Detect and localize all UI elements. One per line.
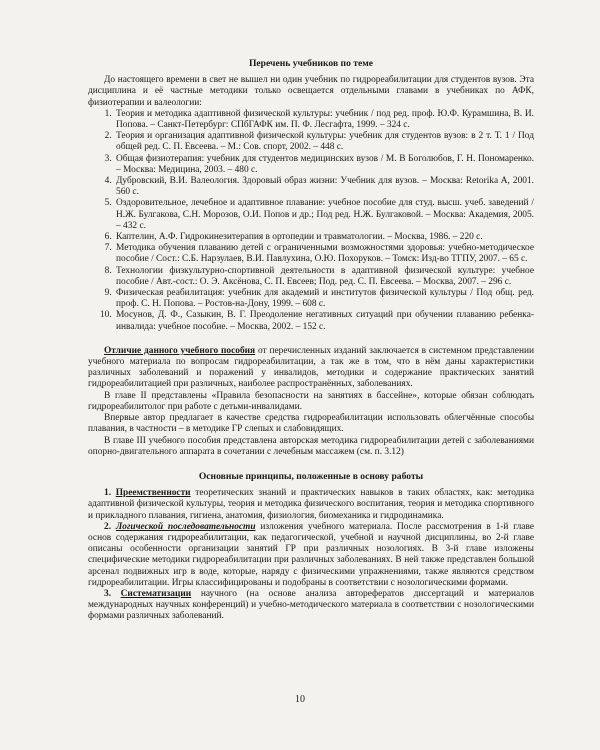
reference-item: 10. Мосунов, Д. Ф., Сазыкин, В. Г. Преодоление негативных ситуаций при обучении плаванию ребенка-инвалида: учебное пособие. – Москва, 2002. – 152 с. — [114, 310, 534, 332]
section-title-textbooks: Перечень учебников по теме — [248, 58, 374, 69]
principle-number: 1. — [104, 488, 116, 499]
reference-item: 8. Технологии физкультурно-спортивной деятельности в адаптивной физической культуре: учебное пособие / Авт.-сост.: О. Э. Аксёнова, С. П. Евсеев; Под. ред. С. П. Евсеева. – Москва, 2007. – 296 с. — [114, 266, 534, 288]
principle-logical-sequence — [88, 522, 534, 589]
reference-item: 3. Общая физиотерапия: учебник для студентов медицинских вузов / М. В Боголюбов, Г. Н. Пономаренко. – Москва: Медицина, 2003. – 480 с. — [114, 154, 534, 176]
chapter-three-paragraph: В главе III учебного пособия представлена авторская методика гидрореабилитации детей с заболеваниями опорно-двигательного аппарата в сочетании с лечебным массажем (см. п. 3.12) — [88, 435, 534, 457]
principle-text: научного (на основе анализа авторефератов диссертаций и материалов международных научных конференций) и учебно-методического материала в соответствии с нозологическими формами различных заболеваний. — [88, 588, 534, 622]
chapter-two-paragraph: В главе II представлены «Правила безопасности на занятиях в бассейне», которые обязан соблюдать гидрореабилитолог при работе с детьми-инвалидами. — [88, 390, 534, 412]
principle-lead: Преемственности — [115, 488, 191, 499]
principle-text: теоретических знаний и практических навыков в таких областях, как: методика адаптивной физической культуры, теория и методика физического воспитания, теория и методика спортивного и прикладного плавания, гигиена, анатомия, физиология, биомеханика и гидродинамика. — [88, 488, 534, 521]
reference-item: 6. Каптелин, А.Ф. Гидрокинезитерапия в ортопедии и травматологии. – Москва, 1986. – 220 с. — [114, 232, 534, 243]
reference-item: 9. Физическая реабилитация: учебник для академий и институтов физической культуры / Под общ. ред. проф. С. Н. Попова. – Ростов-на-Дону, 1999. – 608 с. — [114, 288, 534, 310]
section-title-principles: Основные принципы, положенные в основу работы — [198, 470, 424, 482]
intro-paragraph: До настоящего времени в свет не вышел ни один учебник по гидрореабилитации для студентов вузов. Эта дисциплина и её частные методики только освещается отдельными главами в учебниках по АФК, физиотерапии и валеологии: — [88, 75, 534, 108]
page-number: 10 — [295, 694, 305, 705]
principle-number: 3. — [104, 588, 121, 599]
reference-item: 1. Теория и методика адаптивной физической культуры: учебник / под ред. проф. Ю.Ф. Курамшина, В. И. Попова. – Санкт-Петербург: СПбГАФК им. П. Ф. Лесгафта, 1999. – 324 с. — [114, 109, 534, 131]
distinction-paragraph — [88, 346, 534, 391]
principle-number: 2. — [104, 521, 116, 532]
reference-item: 5. Оздоровительное, лечебное и адаптивное плавание: учебное пособие для студ. высш. учеб. заведений / Н.Ж. Булгакова, С.Н. Морозов, О.И. Попов и др.; Под ред. Н.Ж. Булгаковой. – Москва: Академия, 2005. – 432 с. — [114, 198, 534, 232]
novelty-paragraph: Впервые автор предлагает в качестве средства гидрореабилитации использовать облегчённые способы плавания, в частности – в методике ГР слепых и слабовидящих. — [88, 413, 534, 435]
principle-lead: Систематизации — [120, 588, 192, 599]
reference-item: 7. Методика обучения плаванию детей с ограниченными возможностями здоровья: учебно-методическое пособие / Сост.: С.Б. Нарзулаев, В.И. Павлухина, О.Ю. Похоруков. – Томск: Изд-во ТГПУ, 2007. – 65 с. — [114, 243, 534, 265]
distinction-lead: Отличие данного учебного пособия — [104, 345, 256, 356]
reference-list — [88, 109, 534, 333]
distinction-text: от перечисленных изданий заключается в системном представлении учебного материала по вопросам гидрореабилитации, а так же в том, что в нём даны характеристики различных заболеваний и поражений у инвалидов, методики и содержание практических занятий гидрореабилитацией при различных, наиболее распространённых, заболеваниях. — [88, 345, 535, 390]
reference-item: 2. Теория и организация адаптивной физической культуры: учебник для студентов вузов: в 2 т. Т. 1 / Под общей ред. С. П. Евсеева. – М.: Сов. спорт, 2002. – 448 с. — [114, 131, 534, 153]
principle-continuity — [88, 488, 534, 522]
reference-item: 4. Дубровский, В.И. Валеология. Здоровый образ жизни: Учебник для вузов. – Москва: Retorika A, 2001. 560 с. — [114, 176, 534, 198]
principle-systematization — [88, 589, 534, 623]
principle-text: изложения учебного материала. После рассмотрения в 1-й главе основ содержания гидрореабилитации, как педагогической, учебной и научной дисциплины, во 2-й главе описаны особенности организации занятий ГР при различных нозологиях. В 3-й главе изложены специфические методики гидрореабилитации при различных заболеваниях. В ней также представлен большой арсенал подвижных игр в воде, которые, наряду с физическими упражнениями, также являются средством гидрореабилитации. Игры классифицированы и подобраны в соответствии с нозологическими формами. — [88, 521, 534, 588]
principle-lead: Логической последовательности — [115, 521, 256, 532]
